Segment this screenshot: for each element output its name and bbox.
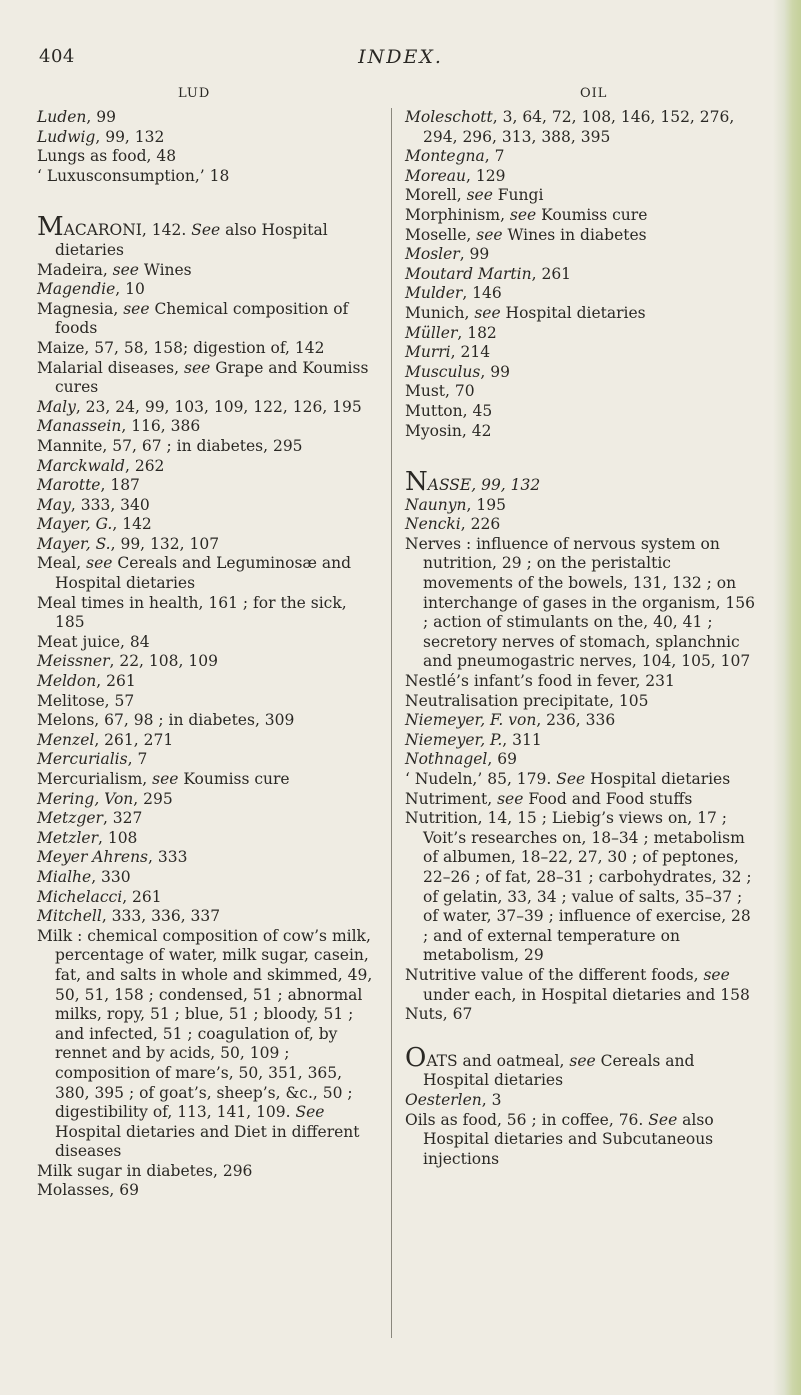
index-entry: Moreau, 129 [405, 166, 506, 185]
index-entry: Morphinism, see Koumiss cure [405, 205, 648, 224]
index-entry: Murri, 214 [405, 343, 491, 362]
index-entry: Müller, 182 [405, 323, 497, 342]
right-group-1 [405, 108, 760, 441]
index-entry: Nuts, 67 [405, 1005, 473, 1024]
index-entry: Niemeyer, F. von, 236, 336 [405, 711, 616, 730]
index-entry: Melons, 67, 98 ; in diabetes, 309 [37, 711, 295, 730]
section-m-initial: M [37, 212, 64, 243]
index-entry: Moselle, see Wines in diabetes [405, 225, 647, 244]
index-entry: Myosin, 42 [405, 421, 492, 440]
index-entry: Milk : chemical composition of cow’s milk, percentage of water, milk sugar, casein, fat, and salts in whole and skimmed, 49, 50, 51, 158 ; condensed, 51 ; abnormal milks, ropy, 51 ; blue, 51 ; bloody, 51 ; and infected, 51 ; coagulation of, by rennet and by acids, 50, 109 ; composition of mare’s, 50, 351, 365, 380, 395 ; of goat’s, sheep’s, &c., 50 ; digestibility of, 113, 141, 109. See Hospital dietaries and Diet in different diseases [37, 926, 373, 1161]
page-edge-tint [773, 0, 801, 1395]
index-entry: Montegna, 7 [405, 147, 505, 166]
index-entry: Meldon, 261 [37, 672, 136, 691]
index-entry: Nencki, 226 [405, 515, 501, 534]
index-entry: Malarial diseases, see Grape and Koumiss cures [37, 358, 369, 397]
index-entry: Magendie, 10 [37, 280, 145, 299]
index-entry: Meal times in health, 161 ; for the sick, 185 [37, 593, 347, 632]
index-entry: Meyer Ahrens, 333 [37, 848, 188, 867]
index-entry: Oesterlen, 3 [405, 1090, 502, 1109]
index-entry: Ludwig, 99, 132 [37, 127, 165, 146]
right-group-3 [405, 1091, 760, 1169]
index-entry: Neutralisation precipitate, 105 [405, 691, 649, 710]
index-entry: Magnesia, see Chemical composition of foods [37, 299, 349, 338]
index-entry: Maly, 23, 24, 99, 103, 109, 122, 126, 195 [37, 397, 362, 416]
index-entry: Molasses, 69 [37, 1181, 140, 1200]
index-entry: Musculus, 99 [405, 362, 510, 381]
index-entry: Nestlé’s infant’s food in fever, 231 [405, 672, 675, 691]
index-entry: Mulder, 146 [405, 284, 502, 303]
index-entry: Naunyn, 195 [405, 495, 506, 514]
index-entry: Meal, see Cereals and Leguminosæ and Hospital dietaries [37, 554, 352, 593]
index-entry: Munich, see Hospital dietaries [405, 303, 646, 322]
index-entry: Marckwald, 262 [37, 456, 165, 475]
index-entry: Mutton, 45 [405, 401, 493, 420]
index-entry: Melitose, 57 [37, 691, 135, 710]
section-o-initial: O [405, 1042, 427, 1073]
right-column-range: OIL [580, 86, 608, 101]
index-entry: Lungs as food, 48 [37, 147, 177, 166]
index-entry: Metzler, 108 [37, 828, 138, 847]
index-entry: Mannite, 57, 67 ; in diabetes, 295 [37, 436, 303, 455]
index-entry: Nerves : influence of nervous system on nutrition, 29 ; on the peristaltic movements of the bowels, 131, 132 ; on interchange of gases in the organism, 156 ; action of stimulants on the, 40, 41 ; secretory nerves of stomach, splanchnic and pneumogastric nerves, 104, 105, 107 [405, 534, 755, 671]
index-entry: Nothnagel, 69 [405, 750, 517, 769]
index-entry: Metzger, 327 [37, 809, 143, 828]
index-entry: Manassein, 116, 386 [37, 417, 201, 436]
section-m-heading: MACARONI, 142. See also Hospital dietaries [37, 212, 328, 259]
index-entry: Meat juice, 84 [37, 632, 150, 651]
index-entry: Meissner, 22, 108, 109 [37, 652, 218, 671]
index-entry: ‘ Luxusconsumption,’ 18 [37, 166, 230, 185]
index-entry: Michelacci, 261 [37, 887, 162, 906]
index-entry: May, 333, 340 [37, 495, 150, 514]
index-entry: Mercurialis, 7 [37, 750, 148, 769]
right-column [405, 108, 760, 1169]
index-entry: Mitchell, 333, 336, 337 [37, 907, 221, 926]
index-entry: Niemeyer, P., 311 [405, 730, 542, 749]
left-group-1 [37, 108, 377, 186]
index-entry: Madeira, see Wines [37, 260, 192, 279]
section-o-heading: OATS and oatmeal, see Cereals and Hospital dietaries [405, 1042, 695, 1090]
index-entry: Mering, Von, 295 [37, 789, 173, 808]
right-group-2 [405, 496, 760, 1025]
left-column [37, 108, 377, 1201]
left-group-2 [37, 261, 377, 1202]
index-entry: Nutritive value of the different foods, see under each, in Hospital dietaries and 158 [405, 965, 750, 1004]
index-entry: Morell, see Fungi [405, 186, 544, 205]
index-entry: Nutrition, 14, 15 ; Liebig’s views on, 17 ; Voit’s researches on, 18–34 ; metabolism of albumen, 18–22, 27, 30 ; of peptones, 22–26 ; of fat, 28–31 ; carbohydrates, 32 ; of gelatin, 33, 34 ; value of salts, 35–37 ; of water, 37–39 ; influence of exercise, 28 ; and of external temperature on metabolism, 29 [405, 809, 752, 965]
index-entry: Moleschott, 3, 64, 72, 108, 146, 152, 276, 294, 296, 313, 388, 395 [405, 108, 735, 146]
index-entry: Luden, 99 [37, 108, 116, 126]
left-column-range: LUD [178, 86, 211, 101]
index-entry: Menzel, 261, 271 [37, 730, 174, 749]
index-entry: Mialhe, 330 [37, 867, 131, 886]
index-entry: Mayer, G., 142 [37, 515, 152, 534]
running-title: INDEX. [358, 46, 443, 68]
index-entry: Oils as food, 56 ; in coffee, 76. See also Hospital dietaries and Subcutaneous injections [405, 1110, 714, 1168]
index-entry: Moutard Martin, 261 [405, 264, 572, 283]
page-number: 404 [39, 46, 75, 67]
index-entry: ‘ Nudeln,’ 85, 179. See Hospital dietaries [405, 770, 731, 788]
section-n-initial: N [405, 467, 428, 498]
index-entry: Mayer, S., 99, 132, 107 [37, 534, 220, 553]
index-entry: Mercurialism, see Koumiss cure [37, 770, 290, 788]
index-entry: Milk sugar in diabetes, 296 [37, 1161, 253, 1180]
section-n-heading: NASSE, 99, 132 [405, 467, 541, 498]
index-entry: Maize, 57, 58, 158; digestion of, 142 [37, 338, 325, 357]
index-entry: Nutriment, see Food and Food stuffs [405, 789, 693, 808]
index-entry: Mosler, 99 [405, 245, 490, 264]
column-rule [391, 108, 392, 1338]
index-entry: Must, 70 [405, 382, 475, 401]
index-entry: Marotte, 187 [37, 476, 140, 495]
